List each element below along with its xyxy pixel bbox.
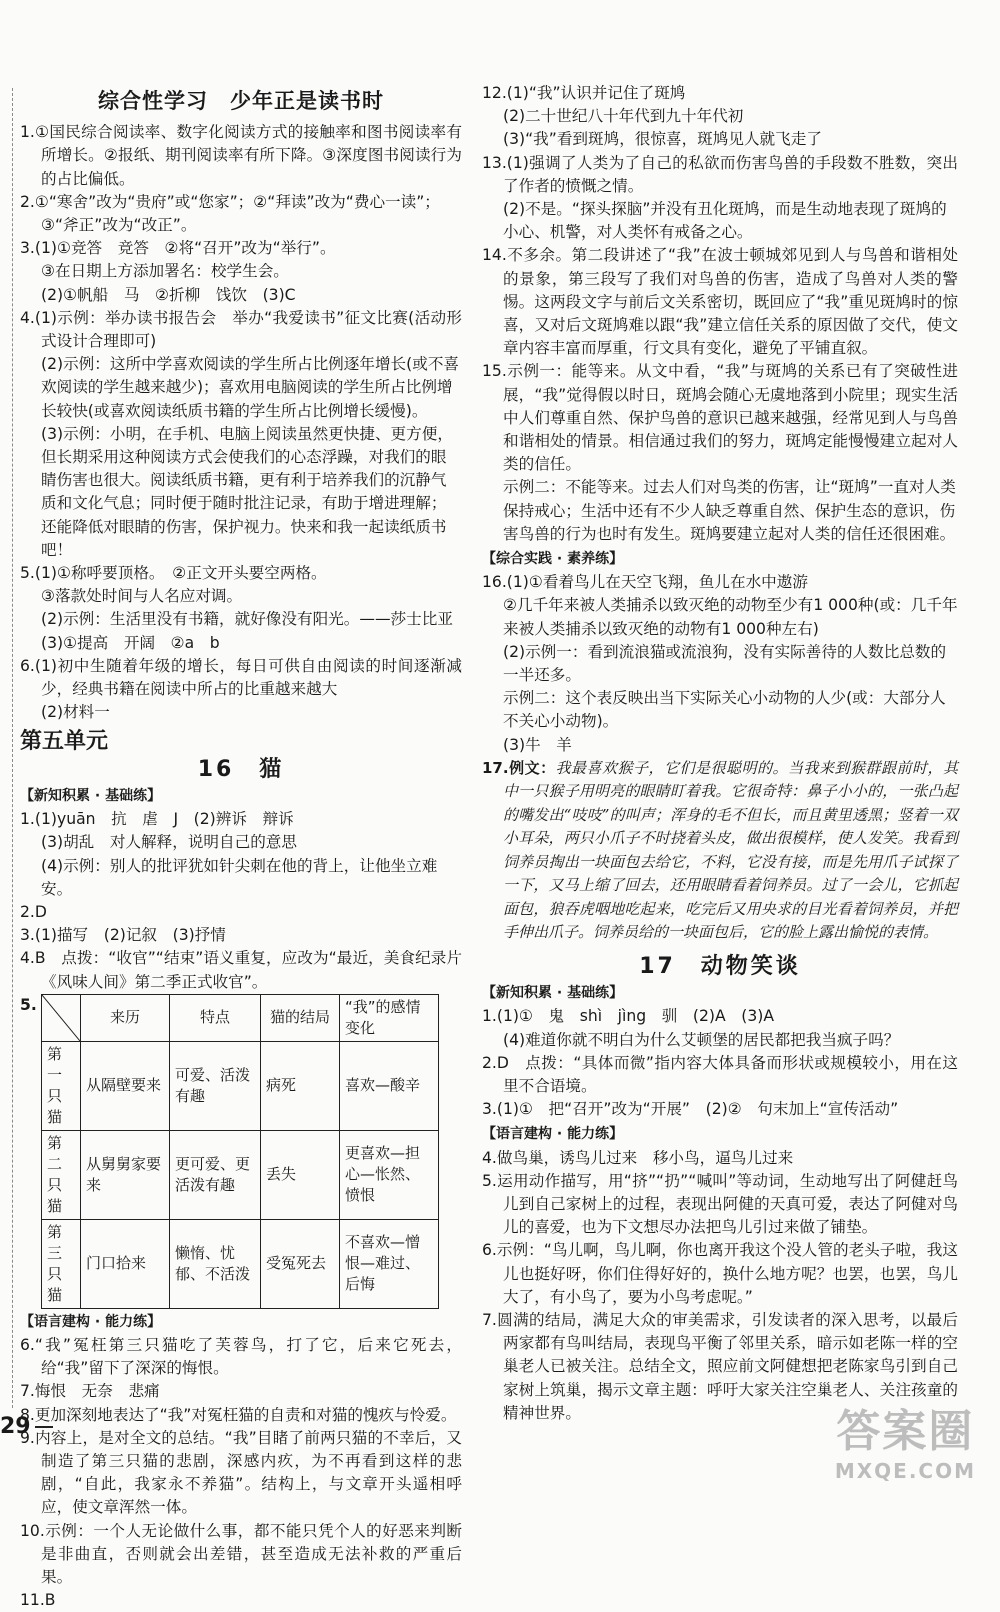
chapter-17-title: 17 动物笑谈 [639,953,801,979]
table-cell: 可爱、活泼有趣 [170,1041,261,1130]
table-cell: 丢失 [261,1130,340,1219]
table-cell: 更喜欢—担心—怅然、愤恨 [340,1130,439,1219]
table-cell: 从舅舅家要来 [81,1130,170,1219]
answer-q16-1: 16.(1)①看着鸟儿在天空飞翔，鱼儿在水中遨游 [482,573,808,592]
left-column [20,82,462,1612]
table-header: 来历 [81,994,170,1041]
section-tag-basic-17: 【新知积累 · 基础练】 [482,985,624,1002]
answer-q3-3: (2)①帆船 马 ②折柳 饯饮 (3)C [41,285,296,304]
c17-answer-q5: 5.运用动作描写，用“挤”“扔”“喊叫”等动词，生动地写出了阿健赶鸟儿到自己家树上的过程，表现出阿健的天真可爱，表达了阿健对鸟儿的喜爱，也为下文想尽办法把鸟儿引过来做了铺垫。 [482,1171,958,1237]
answer-q4-2: (2)示例：这所中学喜欢阅读的学生所占比例逐年增长(或不喜欢阅读的学生越来越少)；喜欢用电脑阅读的学生所占比例增长较快(或喜欢阅读纸质书籍的学生所占比例增长缓慢)。 [41,355,460,420]
section-tag-language: 【语言建构 · 能力练】 [20,1313,162,1330]
column-dash-divider [12,88,13,1408]
answer-q3-2: ③在日期上方添加署名：校学生会。 [41,262,289,281]
table-cell: 从隔壁要来 [81,1041,170,1130]
answer-q5-3: (2)示例：生活里没有书籍，就好像没有阳光。——莎士比亚 [41,610,453,629]
c17-answer-q1-2: (4)难道你就不明白为什么艾顿堡的居民都把我当疯子吗？ [503,1030,900,1049]
c16-answer-q9: 9.内容上，是对全文的总结。“我”目睹了前两只猫的不幸后，又制造了第三只猫的悲剧，深感内疚，为不再看到这样的悲剧，“自此，我家永不养猫”。结构上，与文章开头遥相呼应，使文章浑然一体。 [20,1428,462,1517]
answer-q5-1: 5.(1)①称呼要顶格。 ②正文开头要空两格。 [20,564,327,583]
c17-answer-q2: 2.D 点拨：“具体而微”指内容大体具备而形状或规模较小，用在这里不合语境。 [482,1053,958,1095]
c17-answer-q1-1: 1.(1)① 鬼 shì jìng 驯 (2)A (3)A [482,1007,774,1026]
table-cell: 受冤死去 [261,1219,340,1308]
watermark [835,1395,976,1483]
c16-answer-q6: 6.“我”冤枉第三只猫吃了芙蓉鸟，打了它，后来它死去，给“我”留下了深深的悔恨。 [20,1335,462,1378]
table-cell: 第三只猫 [42,1219,81,1308]
section-title: 综合性学习 少年正是读书时 [98,89,384,113]
answer-q3-1: 3.(1)①竞答 竞答 ②将“召开”改为“举行”。 [20,239,336,258]
q5-label: 5. [20,995,37,1014]
answer-q13-2: (2)不是。“探头探脑”并没有丑化斑鸠，而是生动地表现了斑鸠的小心、机警，对人类怀有戒备之心。 [503,200,947,242]
c17-answer-q4: 4.做鸟巢，诱鸟儿过来 移小鸟，逼鸟儿过来 [482,1148,794,1167]
corner-diagonal-icon [42,995,80,1041]
watermark-url: MXQE.COM [834,1459,976,1483]
page-number: 29 [0,1414,53,1439]
c16-answer-q1-2: (3)胡乱 对人解释，说明自己的意思 [41,833,297,852]
answer-q5-4: (3)①提高 开阔 ②a b [41,633,220,652]
c16-answer-q7: 7.悔恨 无奈 悲痛 [20,1382,160,1401]
answer-q14: 14.不多余。第二段讲述了“我”在波士顿城郊见到人与鸟兽和谐相处的景象，第三段写了我们对鸟兽的伤害，造成了鸟兽对人类的警惕。这两段文字与前后文关系密切，既回应了“我”重见斑鸠时的惊喜，又对后文斑鸠难以跟“我”建立信任关系的原因做了交代，使文章内容丰富而厚重，行文具有变化，避免了平铺直叙。 [482,246,958,358]
section-tag-basic: 【新知积累 · 基础练】 [20,787,162,804]
table-row [42,1041,439,1130]
essay-label: 17.例文： [482,758,556,777]
answer-q13-1: 13.(1)强调了人类为了自己的私欲而伤害鸟兽的手段数不胜数，突出了作者的愤慨之情。 [482,153,958,195]
c17-answer-q6: 6.示例：“鸟儿啊，鸟儿啊，你也离开我这个没人管的老头子啦，我这儿也挺好呀，你们住得好好的，换什么地方呢？也罢，也罢，鸟儿大了，有小鸟了，要为小鸟考虑呢。” [482,1241,958,1306]
answer-q15-1: 15.示例一：能等来。从文中看，“我”与斑鸠的关系已有了突破性进展，“我”觉得假以时日，斑鸠会随心无虞地落到小院里；现实生活中人们尊重自然、保护鸟兽的意识已越来越强，经常见到人与鸟兽和谐相处的情景。相信通过我们的努力，斑鸠定能慢慢建立起对人类的信任。 [482,362,958,474]
c16-answer-q1-1: 1.(1)yuān 抗 虐 J (2)辨诉 辩诉 [20,810,294,829]
table-header: 特点 [170,994,261,1041]
answer-q16-3: (2)示例一：看到流浪猫或流浪狗，没有实际善待的人数比总数的一半还多。 [503,642,947,685]
answer-q12-2: (2)二十世纪八十年代到九十年代初 [503,107,744,126]
answer-q2: 2.①“寒舍”改为“贵府”或“您家”；②“拜读”改为“费心一读”； ③“斧正”改为“改正”。 [20,192,440,235]
table-cell: 病死 [261,1041,340,1130]
c16-answer-q1-3: (4)示例：别人的批评犹如针尖刺在他的背上，让他坐立难安。 [41,856,438,898]
answer-q5-2: ③落款处时间与人名应对调。 [41,587,243,606]
c16-answer-q2: 2.D [20,902,47,921]
table-row [42,1219,439,1308]
table-cell: 更可爱、更活泼有趣 [170,1130,261,1219]
c16-answer-q4: 4.B 点拨：“收官”“结束”语义重复，应改为“最近，美食纪录片《风味人间》第二季正式收官”。 [20,949,462,991]
section-tag-language-17: 【语言建构 · 能力练】 [482,1126,624,1143]
table-header: 猫的结局 [261,994,340,1041]
answer-q12-1: 12.(1)“我”认识并记住了斑鸠 [482,84,686,102]
answer-q1: 1.①国民综合阅读率、数字化阅读方式的接触率和图书阅读率有所增长。②报纸、期刊阅读率有所下降。③深度图书阅读行为的占比偏低。 [20,123,462,188]
answer-q6-2: (2)材料一 [41,703,110,722]
table-cell: 门口拾来 [81,1219,170,1308]
c17-answer-q3: 3.(1)① 把“召开”改为“开展” (2)② 句末加上“宣传活动” [482,1100,899,1119]
answer-q6-1: 6.(1)初中生随着年级的增长，每日可供自由阅读的时间逐渐减少，经典书籍在阅读中所占的比重越来越大 [20,656,462,699]
section-tag-practice: 【综合实践 · 素养练】 [482,551,624,568]
table-cell: 不喜欢—憎恨—难过、后悔 [340,1219,439,1308]
table-corner-cell [42,994,81,1041]
answer-q15-2: 示例二：不能等来。过去人们对鸟类的伤害，让“斑鸠”一直对人类保持戒心；生活中还有不少人缺乏尊重自然、保护生态的意识，伤害鸟兽的行为也时有发生。斑鸠要建立起对人类的信任还很困难。 [503,478,956,543]
cats-table [41,994,439,1309]
answer-q16-5: (3)牛 羊 [503,735,572,754]
right-column [482,82,958,1425]
c16-answer-q10: 10.示例：一个人无论做什么事，都不能只凭个人的好恶来判断是非曲直，否则就会出差错，甚至造成无法补救的严重后果。 [20,1521,462,1586]
c16-answer-q3: 3.(1)描写 (2)记叙 (3)抒情 [20,926,226,945]
chapter-16-title: 16 猫 [197,756,285,782]
unit-title: 第五单元 [20,729,109,755]
answer-q12-3: (3)“我”看到斑鸠，很惊喜，斑鸠见人就飞走了 [503,130,822,149]
c17-answer-q7: 7.圆满的结局，满足大众的审美需求，引发读者的深入思考，以最后两家都有鸟叫结局，表现鸟平衡了邻里关系，暗示如老陈一样的空巢老人已被关注。总结全文，照应前文阿健想把老陈家鸟引到自己家树上筑巢，揭示文章主题：呼吁大家关注空巢老人、关注孩童的精神世界。 [482,1310,958,1422]
table-cell: 懒惰、忧郁、不活泼 [170,1219,261,1308]
essay-text: 我最喜欢猴子，它们是很聪明的。当我来到猴群跟前时，其中一只猴子用明亮的眼睛盯着我。它很奇特：鼻子小小的，一张凸起的嘴发出“吱吱”的叫声；浑身的毛不但长，而且黄里透黑；竖着一双小耳朵，两只小爪子不时挠着头皮，做出很模样，使人发笑。我看到饲养员掏出一块面包去给它，不料，它没有接，而是先用爪子试探了一下，又马上缩了回去，还用眼睛看着饲养员。过了一会儿，它抓起面包，狼吞虎咽地吃起来，吃完后又用央求的目光看着饲养员，并把手伸出爪子。饲养员给的一块面包后，它的脸上露出愉悦的表情。 [503,758,958,942]
answer-q17-essay [482,757,958,945]
answer-q16-4: 示例二：这个表反映出当下实际关心小动物的人少(或：大部分人不关心小动物)。 [503,689,946,731]
table-row [42,1130,439,1219]
table-header: “我”的感情变化 [340,994,439,1041]
c16-answer-q8: 8.更加深刻地表达了“我”对冤枉猫的自责和对猫的愧疚与怜爱。 [20,1405,457,1424]
answer-q4-1: 4.(1)示例：举办读书报告会 举办“我爱读书”征文比赛(活动形式设计合理即可) [20,308,462,351]
table-cell: 第一只猫 [42,1041,81,1130]
c16-answer-q5 [20,994,462,1309]
c16-answer-q11: 11.B [20,1591,56,1610]
table-cell: 第二只猫 [42,1130,81,1219]
answer-q16-2: ②几千年来被人类捕杀以致灭绝的动物至少有1 000种(或：几千年来被人类捕杀以致灭绝的动物有1 000种左右) [503,596,958,638]
answer-q4-3: (3)示例：小明，在手机、电脑上阅读虽然更快捷、更方便，但长期采用这种阅读方式会使我们的心态浮躁，对我们的眼睛伤害也很大。阅读纸质书籍，更有利于培养我们的沉静气质和文化气息；同时便于随时批注记录，有助于增进理解；还能降低对眼睛的伤害，保护视力。快来和我一起读纸质书吧！ [41,424,453,559]
watermark-logo: 答案圈 [836,1406,975,1457]
table-cell: 喜欢—酸辛 [340,1041,439,1130]
table-header-row [42,994,439,1041]
